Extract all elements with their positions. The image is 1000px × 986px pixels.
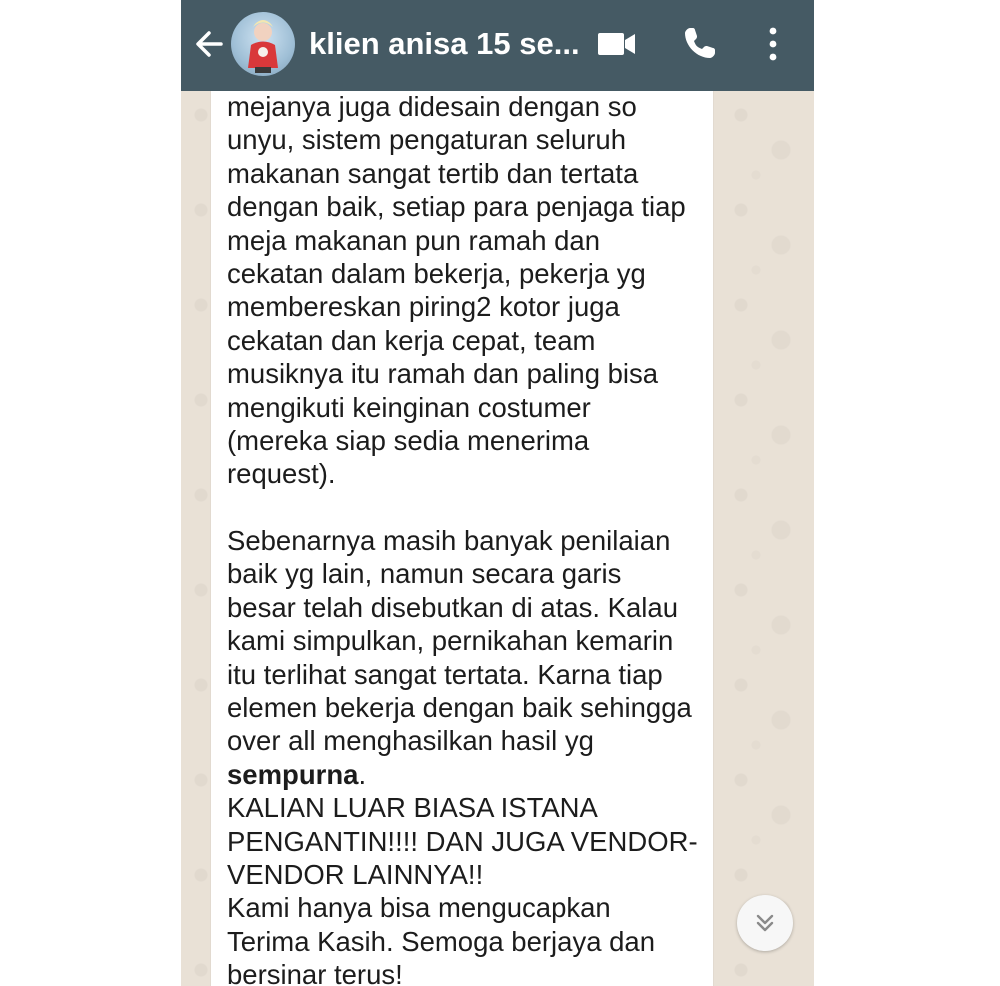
message-line: mengikuti keinginan costumer — [227, 391, 591, 423]
message-line: kami simpulkan, pernikahan kemarin — [227, 625, 674, 657]
message-line: itu terlihat sangat tertata. Karna tiap — [227, 658, 663, 690]
message-line: request). — [227, 458, 336, 490]
phone-icon[interactable] — [681, 24, 719, 62]
message-line: dengan baik, setiap para penjaga tiap — [227, 191, 686, 223]
message-line: makanan sangat tertib dan tertata — [227, 157, 639, 189]
scroll-to-bottom-button[interactable] — [737, 895, 793, 951]
message-line: elemen bekerja dengan baik sehingga — [227, 692, 692, 724]
video-call-icon[interactable] — [597, 30, 637, 58]
bold-suffix: . — [358, 758, 367, 790]
message-line: Sebenarnya masih banyak penilaian — [227, 525, 671, 557]
message-line: besar telah disebutkan di atas. Kalau — [227, 591, 678, 623]
bold-emphasis: sempurna — [227, 758, 359, 790]
arrow-back-icon[interactable] — [191, 24, 227, 64]
message-line: musiknya itu ramah dan paling bisa — [227, 358, 659, 390]
message-line: KALIAN LUAR BIASA ISTANA — [227, 792, 598, 824]
message-line: bersinar terus! — [227, 959, 403, 986]
message-line: PENGANTIN!!!! DAN JUGA VENDOR- — [227, 825, 698, 857]
message-line: Terima Kasih. Semoga berjaya dan — [227, 925, 656, 957]
message-line: Kami hanya bisa mengucapkan — [227, 892, 611, 924]
message-line: (mereka siap sedia menerima — [227, 424, 590, 456]
avatar[interactable] — [231, 12, 295, 76]
message-line: mejanya juga didesain dengan so — [227, 91, 637, 122]
chat-header — [181, 0, 814, 91]
paragraph-gap — [227, 491, 707, 524]
message-line: VENDOR LAINNYA!! — [227, 858, 484, 890]
message-text — [227, 90, 707, 986]
message-line: cekatan dan kerja cepat, team — [227, 324, 596, 356]
message-line: meja makanan pun ramah dan — [227, 224, 601, 256]
message-line: unyu, sistem pengaturan seluruh — [227, 124, 626, 156]
message-bubble[interactable] — [211, 60, 713, 986]
more-vertical-icon[interactable] — [763, 26, 783, 62]
contact-name[interactable]: klien anisa 15 se... — [309, 26, 580, 61]
message-line: cekatan dalam bekerja, pekerja yg — [227, 257, 646, 289]
message-line: membereskan piring2 kotor juga — [227, 291, 620, 323]
chat-screen — [181, 0, 814, 986]
avatar-photo — [231, 12, 295, 76]
message-line — [227, 758, 707, 791]
double-chevron-down-icon — [753, 911, 777, 935]
message-line: over all menghasilkan hasil yg — [227, 725, 594, 757]
message-line: baik yg lain, namun secara garis — [227, 558, 622, 590]
